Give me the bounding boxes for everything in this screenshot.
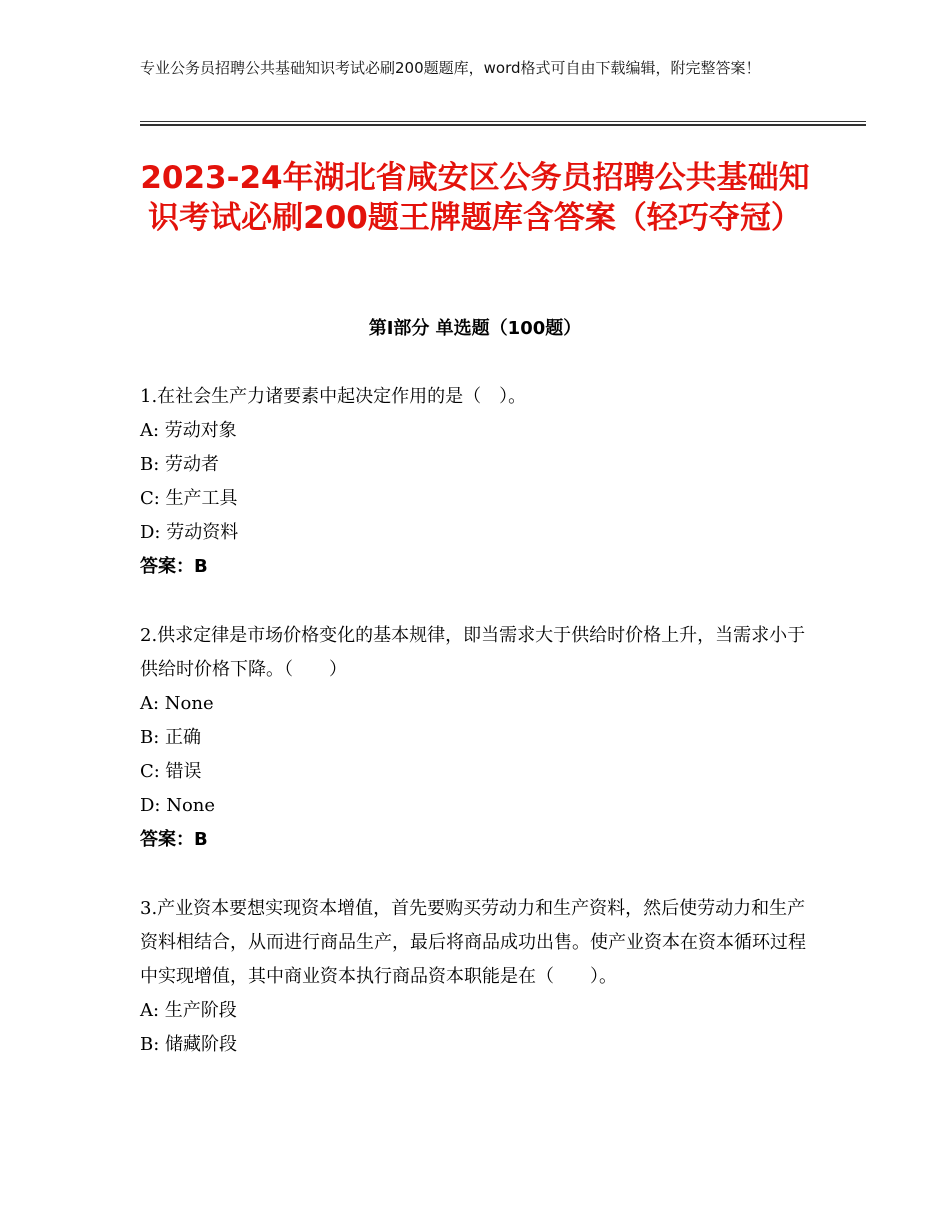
question-2	[140, 619, 810, 857]
question-option: B: 储藏阶段	[140, 1034, 238, 1055]
question-option: A: 劳动对象	[140, 420, 237, 441]
question-stem: 2.供求定律是市场价格变化的基本规律，即当需求大于供给时价格上升，当需求小于供给时价格下降。（ ）	[140, 625, 806, 680]
header-note: 专业公务员招聘公共基础知识考试必刷200题题库，word格式可自由下载编辑，附完整答案！	[140, 59, 761, 77]
question-option: B: 劳动者	[140, 454, 220, 475]
question-option: B: 正确	[140, 727, 202, 748]
question-answer: 答案：B	[140, 556, 208, 577]
question-stem: 3.产业资本要想实现资本增值，首先要购买劳动力和生产资料，然后使劳动力和生产资料相结合，从而进行商品生产，最后将商品成功出售。使产业资本在资本循环过程中实现增值，其中商业资本执行商品资本职能是在（ ）。	[140, 898, 806, 987]
question-option: A: 生产阶段	[140, 1000, 237, 1021]
question-option: C: 生产工具	[140, 488, 238, 509]
question-option: D: None	[140, 795, 216, 816]
document-title: 2023-24年湖北省咸安区公务员招聘公共基础知识考试必刷200题王牌题库含答案（轻巧夺冠）	[140, 160, 810, 236]
section-title: 第Ⅰ部分 单选题（100题）	[368, 318, 582, 339]
question-option: C: 错误	[140, 761, 202, 782]
header-rule-thin	[140, 121, 866, 122]
question-3	[140, 892, 810, 1062]
question-option: D: 劳动资料	[140, 522, 239, 543]
question-1	[140, 380, 810, 584]
question-stem: 1.在社会生产力诸要素中起决定作用的是（ ）。	[140, 386, 527, 407]
question-answer: 答案：B	[140, 829, 208, 850]
header-rule-thick	[140, 124, 866, 126]
question-option: A: None	[140, 693, 214, 714]
